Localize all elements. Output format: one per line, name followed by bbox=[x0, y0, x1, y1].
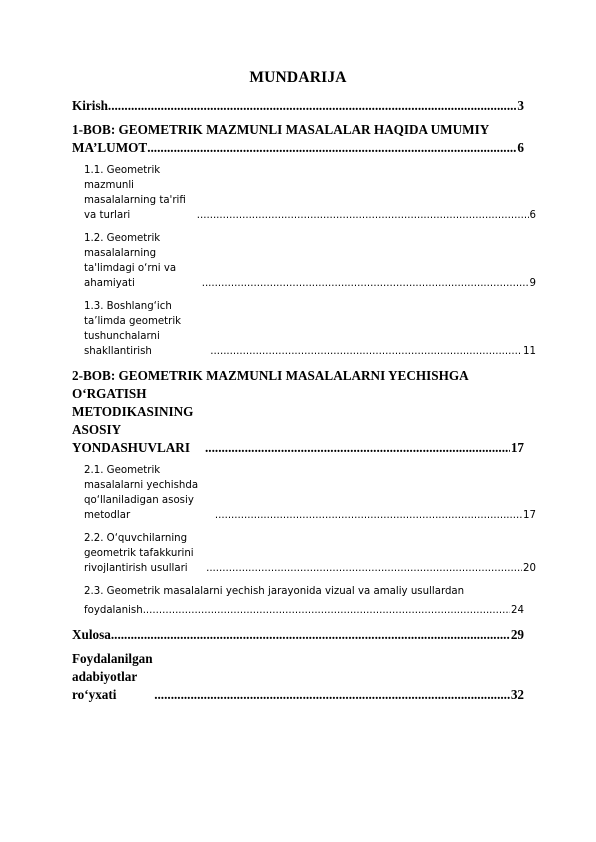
toc-page-number: 29 bbox=[510, 627, 524, 642]
toc-entry-kirish[interactable] bbox=[72, 97, 524, 115]
toc-entry-label: Foydalanilgan adabiyotlar ro‘yxati bbox=[72, 651, 153, 702]
toc-entry-label: Xulosa bbox=[72, 627, 111, 642]
toc-page-number: 6 bbox=[517, 140, 524, 155]
toc-page-number: 11 bbox=[523, 346, 536, 357]
dot-leader bbox=[143, 603, 510, 618]
toc-entry-1-1[interactable] bbox=[72, 163, 536, 223]
toc-entry-label-line2: MA’LUMOT bbox=[72, 140, 148, 155]
dot-leader bbox=[108, 97, 517, 115]
toc-entry-2-1[interactable] bbox=[72, 463, 536, 523]
toc-entry-label-line1: 1-BOB: GEOMETRIK MAZMUNLI MASALALAR HAQIDA UMUMIY bbox=[72, 122, 490, 137]
toc-page-number: 6 bbox=[529, 210, 536, 221]
toc-page-number: 9 bbox=[529, 278, 536, 289]
toc-page-number: 20 bbox=[523, 563, 536, 574]
toc-entry-label: 1.2. Geometrik masalalarning ta'limdagi o‘rni va ahamiyati bbox=[84, 233, 177, 289]
toc-entry-label: 1.1. Geometrik mazmunli masalalarning ta'rifi va turlari bbox=[84, 165, 186, 221]
toc-entry-2-2[interactable] bbox=[72, 531, 536, 576]
dot-leader bbox=[147, 139, 516, 157]
toc-title: MUNDARIJA bbox=[249, 69, 347, 86]
toc-entry-label: Kirish bbox=[72, 98, 108, 113]
toc-page-number: 17 bbox=[510, 440, 524, 455]
toc-entry-label: 2.2. O‘quvchilarning geometrik tafakkurini rivojlantirish usullari bbox=[84, 533, 194, 574]
toc-page-number: 32 bbox=[510, 687, 524, 702]
toc-entry-label-line1: 2.3. Geometrik masalalarni yechish jarayonida vizual va amaliy usullardan bbox=[84, 586, 465, 597]
dot-leader bbox=[202, 276, 529, 291]
toc-entry-label-line2: O‘RGATISH METODIKASINING ASOSIY YONDASHUVLARI bbox=[72, 386, 194, 455]
toc-entry-label-line2: foydalanish bbox=[84, 605, 143, 616]
toc-entry-label: 2.1. Geometrik masalalarni yechishda qo‘llaniladigan asosiy metodlar bbox=[84, 465, 199, 521]
toc-entry-1-3[interactable] bbox=[72, 299, 536, 359]
toc-entry-chapter-2[interactable] bbox=[72, 367, 524, 457]
toc-entry-chapter-1[interactable] bbox=[72, 121, 524, 157]
dot-leader bbox=[197, 208, 529, 223]
toc-page-number: 24 bbox=[511, 605, 524, 616]
table-of-contents bbox=[72, 68, 536, 710]
dot-leader bbox=[206, 561, 522, 576]
toc-entry-bibliography[interactable] bbox=[72, 650, 524, 704]
dot-leader bbox=[154, 686, 510, 704]
dot-leader bbox=[205, 439, 510, 457]
dot-leader bbox=[111, 626, 510, 644]
dot-leader bbox=[215, 508, 522, 523]
toc-page-number: 3 bbox=[517, 98, 524, 113]
toc-page-number: 17 bbox=[523, 510, 536, 521]
toc-entry-2-3[interactable] bbox=[72, 584, 524, 618]
dot-leader bbox=[210, 344, 522, 359]
toc-entry-label: 1.3. Boshlang‘ich ta’limda geometrik tushunchalarni shakllantirish bbox=[84, 301, 182, 357]
toc-entry-1-2[interactable] bbox=[72, 231, 536, 291]
toc-entry-xulosa[interactable] bbox=[72, 626, 524, 644]
toc-entry-label-line1: 2-BOB: GEOMETRIK MAZMUNLI MASALALARNI YECHISHGA bbox=[72, 368, 469, 383]
